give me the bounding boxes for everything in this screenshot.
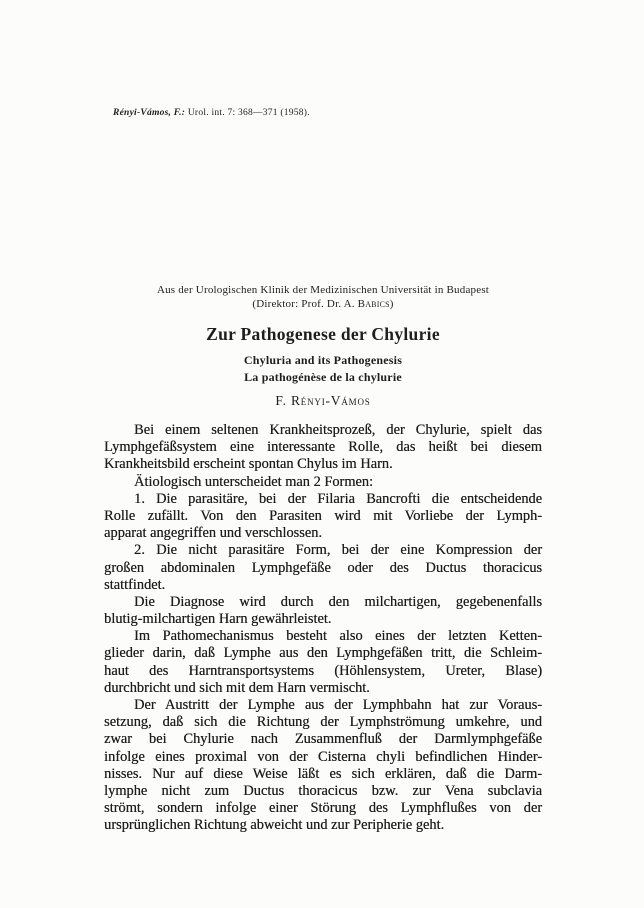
- body-line: Rolle zufällt. Von den Parasiten wird mit Vorliebe der Lymph-: [104, 507, 542, 524]
- body-line: Im Pathomechanismus besteht also eines der letzten Ketten-: [134, 628, 542, 645]
- body-line: Der Austritt der Lymphe aus der Lymphbahn hat zur Voraus-: [134, 697, 542, 713]
- author-name: F. Rényi-Vámos: [275, 393, 371, 408]
- citation-reference: Urol. int. 7: 368—371 (1958).: [185, 108, 310, 118]
- paper-title: Zur Pathogenese der Chylurie: [206, 324, 440, 344]
- body-line: ursprünglichen Richtung abweicht und zur Peripherie geht.: [104, 817, 445, 834]
- affiliation-director-prefix: (Direktor: Prof. Dr. A.: [252, 298, 358, 310]
- body-line: 2. Die nicht parasitäre Form, bei der eine Kompression der: [134, 542, 542, 559]
- running-head-citation: [113, 108, 310, 118]
- affiliation-director: [104, 297, 542, 311]
- affiliation-institute: Aus der Urologischen Klinik der Medizinischen Universität in Budapest: [156, 284, 490, 296]
- body-line: großen abdominalen Lymphgefäße oder des Ductus thoracicus: [104, 559, 542, 576]
- body-line: setzung, daß sich die Richtung der Lymphströmung umkehre, und: [104, 714, 542, 731]
- subtitle-french: La pathogénèse de la chylurie: [244, 370, 402, 384]
- body-line: 1. Die parasitäre, bei der Filaria Bancrofti die entscheidende: [134, 490, 542, 507]
- body-line: lymphe nicht zum Ductus thoracicus bzw. zur Vena subclavia: [104, 782, 542, 799]
- body-line: nisses. Nur auf diese Weise läßt es sich erklären, daß die Darm-: [104, 765, 542, 782]
- affiliation-director-suffix: ): [389, 298, 394, 310]
- body-line: Bei einem seltenen Krankheitsprozeß, der Chylurie, spielt das: [134, 422, 542, 438]
- citation-author: Rényi-Vámos, F.:: [113, 108, 186, 118]
- body-line: haut des Harntransportsystems (Höhlensystem, Ureter, Blase): [104, 662, 542, 679]
- body-line: stattfindet.: [104, 576, 166, 593]
- affiliation-block: [104, 283, 542, 311]
- body-line: Ätiologisch unterscheidet man 2 Formen:: [134, 473, 373, 490]
- body-line: apparat angegriffen und verschlossen.: [104, 525, 322, 542]
- affiliation-director-name: Babics: [357, 298, 390, 310]
- body-line: blutig-milchartigen Harn gewährleistet.: [104, 611, 332, 628]
- body-line: strömt, sondern infolge einer Störung des Lymphflußes von der: [104, 800, 542, 817]
- body-text: [104, 422, 542, 835]
- subtitle-english: Chyluria and its Pathogenesis: [243, 353, 403, 367]
- body-line: Die Diagnose wird durch den milchartigen, gegebenenfalls: [134, 593, 542, 610]
- body-line: infolge eines proximal von der Cisterna chyli befindlichen Hinder-: [104, 748, 542, 765]
- body-line: Krankheitsbild erscheint spontan Chylus im Harn.: [104, 456, 393, 473]
- body-line: glieder darin, daß Lymphe aus den Lymphgefäßen tritt, die Schleim-: [104, 645, 542, 662]
- body-line: durchbricht und sich mit dem Harn vermischt.: [104, 679, 370, 696]
- subtitle-block: [104, 352, 542, 386]
- body-line: Lymphgefäßsystem eine interessante Rolle, das heißt bei diesem: [104, 439, 542, 456]
- body-line: zwar bei Chylurie nach Zusammenfluß der Darmlymphgefäße: [104, 731, 542, 748]
